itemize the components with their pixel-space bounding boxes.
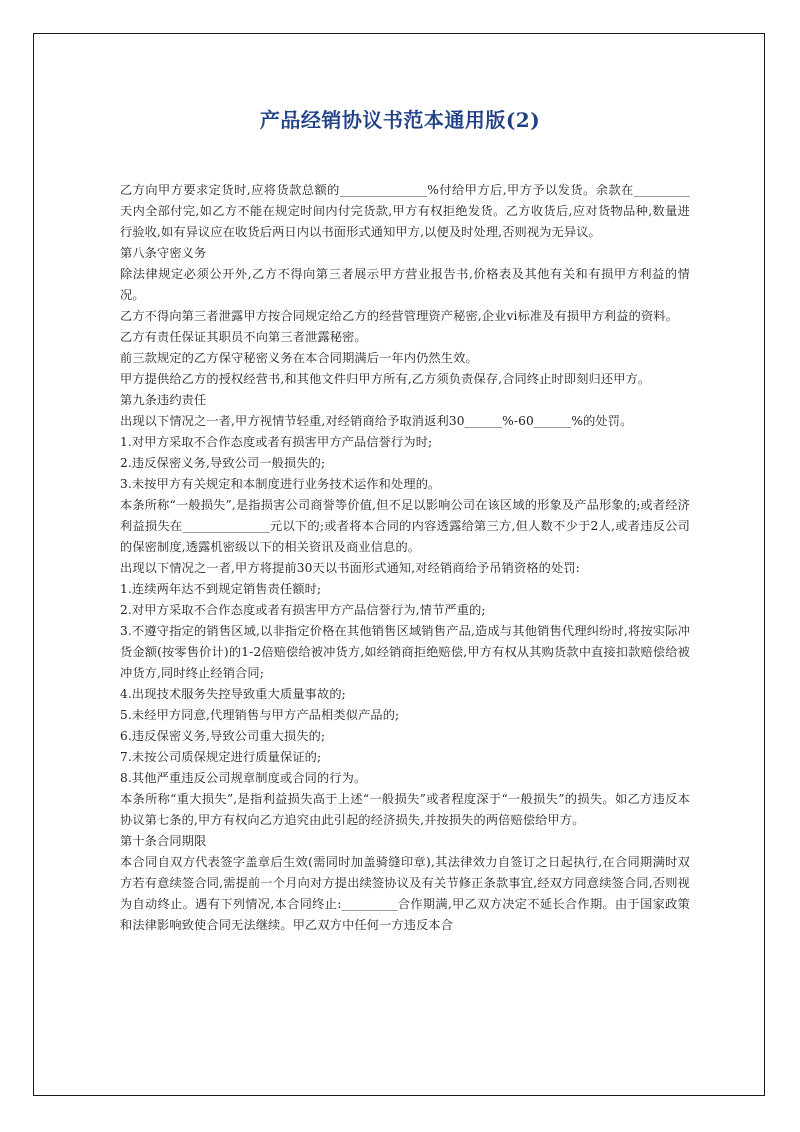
list-item: 1.连续两年达不到规定销售责任额时; <box>120 582 322 596</box>
paragraph: 乙方向甲方要求定货时,应将货款总额的______________%付给甲方后,甲方予以发货。余款在_________天内全部付完,如乙方不能在规定时间内付完货款,甲方有权拒绝发货。乙方收货后,应对货物品种,数量进行验收,如有异议应在收货后两日内以书面形式通知甲方,以便及时处理,否则视为无异议。 <box>120 183 690 239</box>
document-title: 产品经销协议书范本通用版(2) <box>259 108 541 132</box>
paragraph: 出现以下情况之一者,甲方视情节轻重,对经销商给予取消返利30______%-60______%的处罚。 <box>120 414 633 428</box>
document-body <box>120 180 690 936</box>
paragraph: 甲方提供给乙方的授权经营书,和其他文件归甲方所有,乙方须负责保存,合同终止时即刻归还甲方。 <box>120 372 651 386</box>
list-item: 4.出现技术服务失控导致重大质量事故的; <box>120 687 346 701</box>
list-item: 8.其他严重违反公司规章制度或合同的行为。 <box>120 771 367 785</box>
list-item: 3.未按甲方有关规定和本制度进行业务技术运作和处理的。 <box>120 477 441 491</box>
list-item: 5.未经甲方同意,代理销售与甲方产品相类似产品的; <box>120 708 400 722</box>
paragraph: 出现以下情况之一者,甲方将提前30天以书面形式通知,对经销商给予吊销资格的处罚: <box>120 561 580 575</box>
list-item: 1.对甲方采取不合作态度或者有损害甲方产品信誉行为时; <box>120 435 433 449</box>
section-heading: 第八条守密义务 <box>120 246 207 260</box>
section-heading: 第十条合同期限 <box>120 834 207 848</box>
list-item: 2.对甲方采取不合作态度或者有损害甲方产品信誉行为,情节严重的; <box>120 603 486 617</box>
paragraph: 乙方不得向第三者泄露甲方按合同规定给乙方的经营管理资产秘密,企业vi标准及有损甲方利益的资料。 <box>120 309 678 323</box>
list-item: 7.未按公司质保规定进行质量保证的; <box>120 750 322 764</box>
paragraph: 本合同自双方代表签字盖章后生效(需同时加盖骑缝印章),其法律效力自签订之日起执行,在合同期满时双方若有意续签合同,需提前一个月向对方提出续签协议及有关节修正条款事宜,经双方同意续签合同,否则视为自动终止。遇有下列情况,本合同终止:_________合作期满,甲乙双方决定不延长合作期。由于国家政策和法律影响致使合同无法继续。甲乙双方中任何一方违反本合 <box>120 855 690 932</box>
section-heading: 第九条违约责任 <box>120 393 207 407</box>
list-item: 2.违反保密义务,导致公司一般损失的; <box>120 456 326 470</box>
paragraph: 除法律规定必须公开外,乙方不得向第三者展示甲方营业报告书,价格表及其他有关和有损甲方利益的情况。 <box>120 267 690 302</box>
list-item: 3.不遵守指定的销售区域,以非指定价格在其他销售区域销售产品,造成与其他销售代理纠纷时,将按实际冲货金额(按零售价计)的1-2倍赔偿给被冲货方,如经销商拒绝赔偿,甲方有权从其购货款中直接扣款赔偿给被冲货方,同时终止经销合同; <box>120 624 690 680</box>
paragraph: 乙方有责任保证其职员不向第三者泄露秘密。 <box>120 330 367 344</box>
paragraph: 本条所称“重大损失”,是指利益损失高于上述“一般损失”或者程度深于“一般损失”的损失。如乙方违反本协议第七条的,甲方有权向乙方追究由此引起的经济损失,并按损失的两倍赔偿给甲方。 <box>120 792 690 827</box>
paragraph: 前三款规定的乙方保守秘密义务在本合同期满后一年内仍然生效。 <box>120 351 478 365</box>
paragraph: 本条所称“一般损失”,是指损害公司商誉等价值,但不足以影响公司在该区域的形象及产品形象的;或者经济利益损失在______________元以下的;或者将本合同的内容透露给第三方,但人数不少于2人,或者违反公司的保密制度,透露机密级以下的相关资讯及商业信息的。 <box>120 498 690 554</box>
list-item: 6.违反保密义务,导致公司重大损失的; <box>120 729 326 743</box>
